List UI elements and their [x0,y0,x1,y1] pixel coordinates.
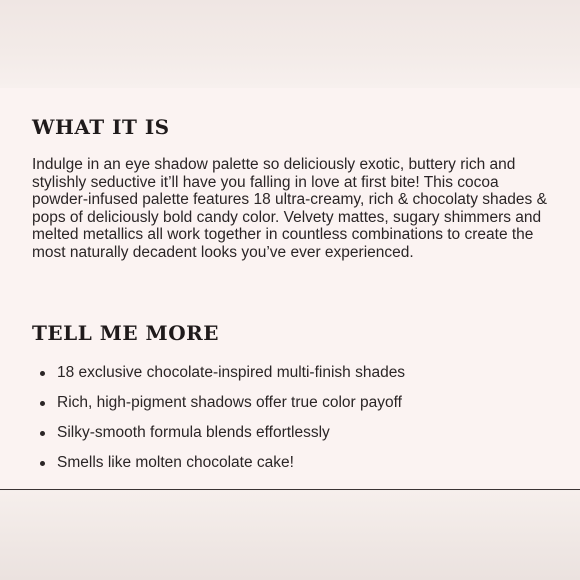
feature-list-item [40,364,540,394]
bullet-icon [40,401,45,406]
what-it-is-heading: WHAT IT IS [32,115,170,139]
feature-text: Silky-smooth formula blends effortlessly [57,424,330,441]
feature-list-item [40,394,540,424]
feature-list-item [40,424,540,454]
feature-list [40,364,540,484]
feature-text: Rich, high-pigment shadows offer true color payoff [57,394,402,411]
bullet-icon [40,461,45,466]
feature-text: Smells like molten chocolate cake! [57,454,294,471]
tell-me-more-heading: TELL ME MORE [32,321,219,345]
product-description: Indulge in an eye shadow palette so deliciously exotic, buttery rich and stylishly seductive it’ll have you falling in love at first bite! This cocoa powder-infused palette features 18 ultra-creamy, rich & chocolaty shades & pops of deliciously bold candy color. Velvety mattes, sugary shimmers and melted metallics all work together in countless combinations to create the most naturally decadent looks you’ve ever experienced. [32,156,547,261]
feature-text: 18 exclusive chocolate-inspired multi-finish shades [57,364,406,381]
bullet-icon [40,431,45,436]
feature-list-item [40,454,540,484]
top-background-band [0,0,580,88]
bullet-icon [40,371,45,376]
bottom-background-band [0,491,580,580]
product-info-card [0,88,580,490]
